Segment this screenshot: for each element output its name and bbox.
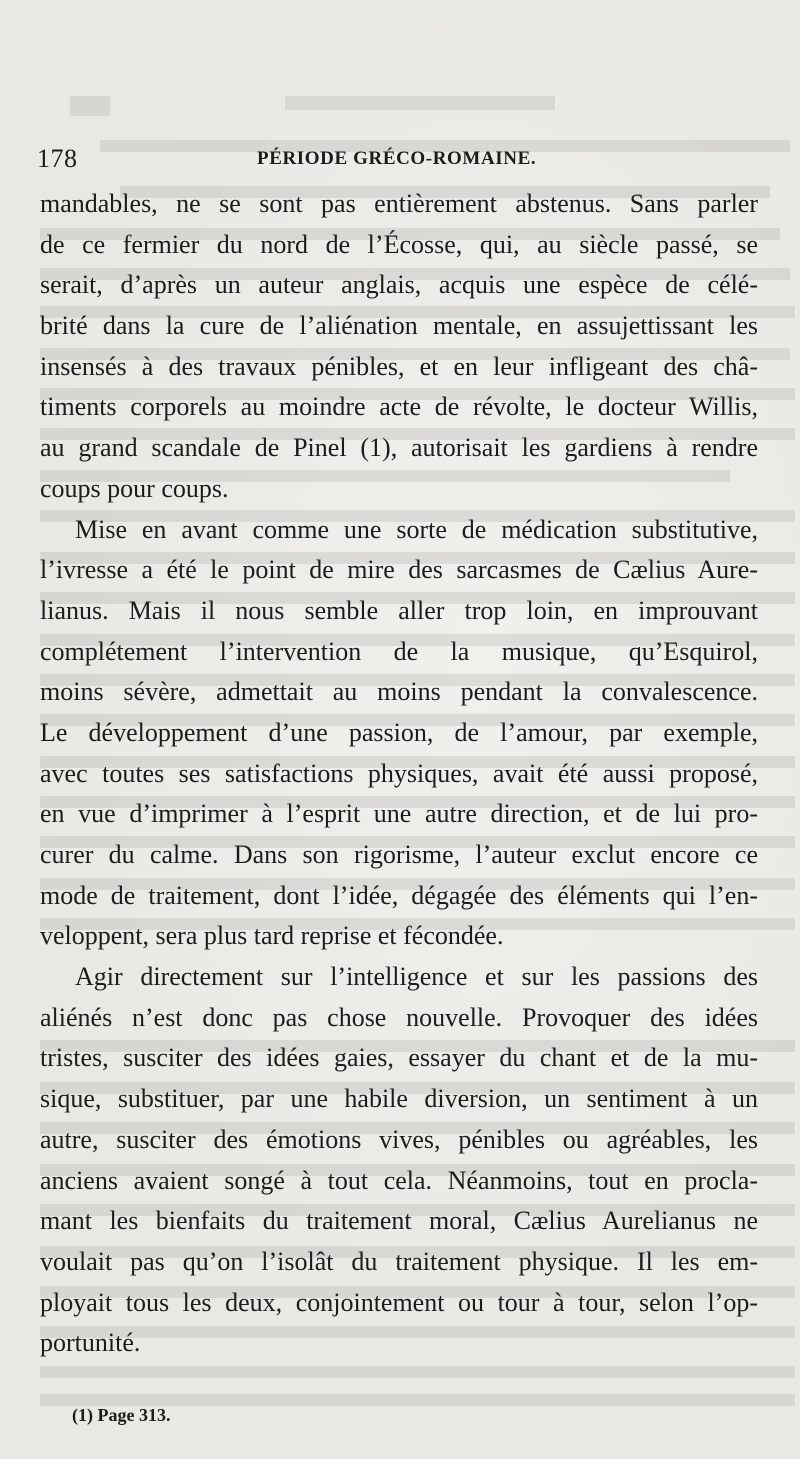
text-line: portunité. (40, 1328, 141, 1358)
text-line: mode de traitement, dont l’idée, dégagée des éléments qui l’en- (40, 880, 758, 910)
text-line: mant les bienfaits du traitement moral, Cælius Aurelianus ne (40, 1206, 758, 1236)
text-line: voulait pas qu’on l’isolât du traitement physique. Il les em- (40, 1246, 758, 1276)
text-line: ployait tous les deux, conjointement ou tour à tour, selon l’op- (40, 1287, 758, 1317)
footnote: (1) Page 313. (72, 1405, 171, 1425)
text-line: l’ivresse a été le point de mire des sarcasmes de Cælius Aure- (40, 555, 758, 585)
page-header (37, 142, 757, 178)
text-line: au grand scandale de Pinel (1), autorisait les gardiens à rendre (40, 433, 758, 463)
text-line: timents corporels au moindre acte de révolte, le docteur Willis, (40, 392, 758, 422)
running-head: PÉRIODE GRÉCO-ROMAINE. (257, 148, 537, 169)
text-line: insensés à des travaux pénibles, et en leur infligeant des châ- (40, 351, 758, 381)
text-line: curer du calme. Dans son rigorisme, l’auteur exclut encore ce (40, 840, 758, 869)
text-line: serait, d’après un auteur anglais, acquis une espèce de célé- (40, 270, 758, 300)
paragraph (40, 957, 758, 1364)
text-line: tristes, susciter des idées gaies, essayer du chant et de la mu- (40, 1043, 758, 1073)
paragraph (40, 184, 758, 510)
text-line: veloppent, sera plus tard reprise et fécondée. (40, 921, 504, 951)
text-line: moins sévère, admettait au moins pendant la convalescence. (40, 677, 758, 707)
paragraph (40, 510, 758, 958)
text-line: coups pour coups. (40, 473, 229, 503)
text-line: de ce fermier du nord de l’Écosse, qui, au siècle passé, se (40, 229, 758, 259)
text-line: anciens avaient songé à tout cela. Néanmoins, tout en procla- (40, 1165, 758, 1195)
text-line: en vue d’imprimer à l’esprit une autre direction, et de lui pro- (40, 799, 758, 829)
text-line: lianus. Mais il nous semble aller trop loin, en improuvant (40, 595, 758, 625)
text-line: autre, susciter des émotions vives, pénibles ou agréables, les (40, 1124, 758, 1154)
text-line: avec toutes ses satisfactions physiques, avait été aussi proposé, (40, 758, 758, 788)
text-line: complétement l’intervention de la musique, qu’Esquirol, (40, 636, 758, 666)
text-line: mandables, ne se sont pas entièrement abstenus. Sans parler (40, 189, 758, 218)
text-line: Le développement d’une passion, de l’amour, par exemple, (40, 717, 758, 747)
text-line: Mise en avant comme une sorte de médication substitutive, (75, 514, 758, 544)
text-line: Agir directement sur l’intelligence et sur les passions des (75, 962, 758, 992)
page-number: 178 (37, 144, 78, 173)
body-text (40, 184, 758, 1364)
text-line: aliénés n’est donc pas chose nouvelle. Provoquer des idées (40, 1002, 758, 1032)
text-line: brité dans la cure de l’aliénation mentale, en assujettissant les (40, 311, 758, 341)
text-line: sique, substituer, par une habile diversion, un sentiment à un (40, 1084, 758, 1114)
